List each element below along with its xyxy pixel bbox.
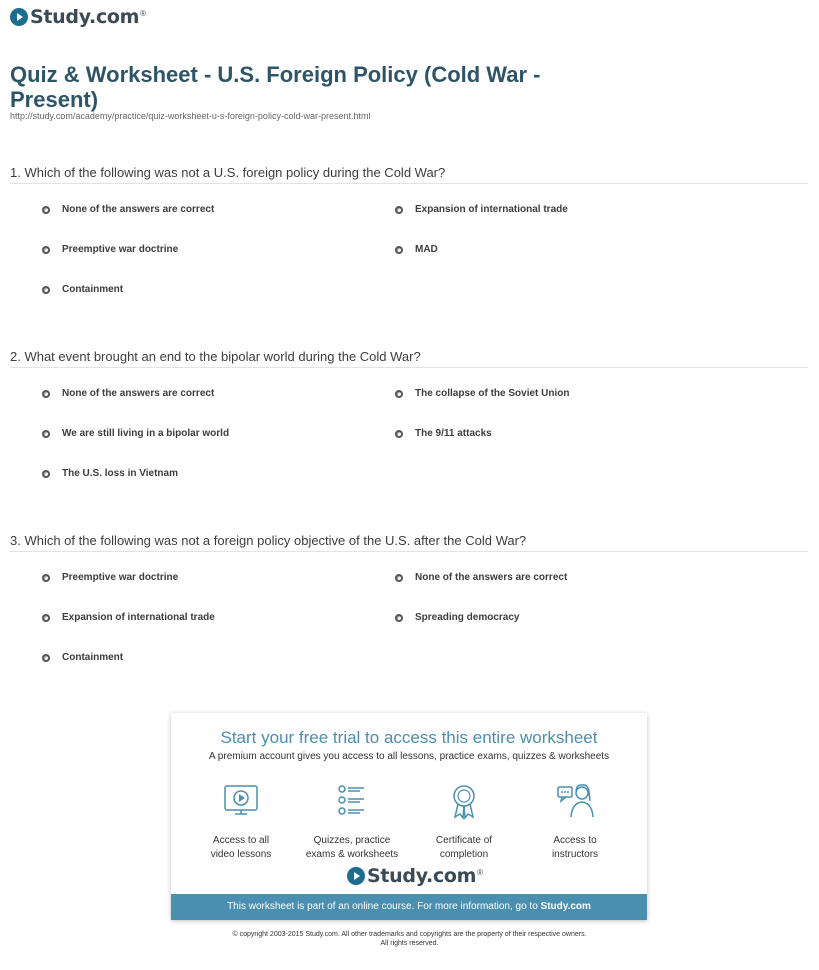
answer-label: We are still living in a bipolar world [62, 428, 230, 439]
study-logo[interactable] [10, 6, 146, 28]
answer-option[interactable] [42, 428, 229, 439]
promo-bar-text: This worksheet is part of an online course. For more information, go to [227, 901, 541, 912]
promo-subtitle: A premium account gives you access to all lessons, practice exams, quizzes & worksheets [208, 751, 610, 762]
answer-label: Preemptive war doctrine [62, 244, 179, 255]
radio-button-icon[interactable] [395, 390, 403, 398]
radio-button-icon[interactable] [42, 430, 50, 438]
question-1 [10, 165, 808, 304]
radio-button-icon[interactable] [395, 246, 403, 254]
feature-label: Quizzes, practice [313, 835, 391, 846]
answer-label: The 9/11 attacks [415, 428, 492, 439]
answer-option[interactable] [395, 388, 569, 399]
copyright-line: © copyright 2003-2015 Study.com. All other trademarks and copyrights are the property of their respective owners. [232, 931, 587, 938]
answer-label: None of the answers are correct [62, 388, 215, 399]
radio-button-icon[interactable] [395, 574, 403, 582]
logo-trademark: ® [140, 8, 147, 18]
instructor-icon [555, 781, 595, 821]
answer-label: Preemptive war doctrine [62, 572, 179, 583]
question-3 [10, 533, 808, 672]
radio-button-icon[interactable] [42, 286, 50, 294]
video-lesson-icon [221, 781, 261, 821]
answer-label: Expansion of international trade [415, 204, 568, 215]
feature-video-lessons [186, 781, 296, 862]
logo-text: Study.com [30, 6, 140, 28]
page-url: http://study.com/academy/practice/quiz-worksheet-u-s-foreign-policy-cold-war-present.html [10, 111, 371, 121]
feature-label: Access to all [212, 835, 270, 846]
study-link[interactable]: Study.com [540, 901, 591, 912]
radio-button-icon[interactable] [42, 614, 50, 622]
radio-button-icon[interactable] [42, 470, 50, 478]
feature-label: Certificate of [435, 835, 493, 846]
answer-label: Containment [62, 284, 124, 295]
answer-list [10, 368, 808, 488]
radio-button-icon[interactable] [42, 206, 50, 214]
answer-label: Spreading democracy [415, 612, 520, 623]
answer-option[interactable] [42, 468, 178, 479]
answer-option[interactable] [42, 612, 215, 623]
copyright-footer [0, 930, 819, 948]
radio-button-icon[interactable] [42, 574, 50, 582]
question-text: 1. Which of the following was not a U.S. foreign policy during the Cold War? [10, 165, 808, 184]
answer-option[interactable] [395, 612, 519, 623]
radio-button-icon[interactable] [42, 654, 50, 662]
radio-button-icon[interactable] [395, 206, 403, 214]
radio-button-icon[interactable] [395, 614, 403, 622]
answer-option[interactable] [42, 244, 178, 255]
feature-certificate [409, 781, 519, 862]
feature-label: instructors [551, 849, 599, 860]
promo-title[interactable]: Start your free trial to access this entire worksheet [220, 728, 598, 747]
answer-label: The U.S. loss in Vietnam [62, 468, 178, 479]
answer-label: None of the answers are correct [62, 204, 215, 215]
feature-label: Access to [553, 835, 597, 846]
answer-option[interactable] [395, 572, 567, 583]
answer-option[interactable] [42, 572, 178, 583]
logo-trademark: ® [477, 867, 484, 877]
answer-label: Containment [62, 652, 124, 663]
question-text: 2. What event brought an end to the bipolar world during the Cold War? [10, 349, 808, 368]
free-trial-promo [171, 713, 647, 920]
feature-label: completion [439, 849, 489, 860]
feature-quizzes [297, 781, 407, 862]
answer-option[interactable] [42, 652, 123, 663]
play-logo-icon [10, 8, 28, 26]
answer-label: MAD [415, 244, 438, 255]
study-logo-promo[interactable] [347, 865, 483, 887]
quiz-list-icon [332, 781, 372, 821]
logo-text: Study.com [367, 865, 477, 887]
answer-option[interactable] [395, 244, 438, 255]
answer-option[interactable] [395, 428, 492, 439]
answer-label: Expansion of international trade [62, 612, 215, 623]
radio-button-icon[interactable] [42, 390, 50, 398]
page-title: Quiz & Worksheet - U.S. Foreign Policy (Cold War - Present) [10, 62, 541, 112]
answer-option[interactable] [42, 284, 123, 295]
feature-instructors [520, 781, 630, 862]
rights-line: All rights reserved. [380, 940, 439, 947]
radio-button-icon[interactable] [395, 430, 403, 438]
feature-label: exams & worksheets [305, 849, 399, 860]
answer-label: The collapse of the Soviet Union [415, 388, 570, 399]
answer-option[interactable] [42, 388, 214, 399]
question-text: 3. Which of the following was not a foreign policy objective of the U.S. after the Cold War? [10, 533, 808, 552]
promo-info-bar [171, 894, 647, 920]
radio-button-icon[interactable] [42, 246, 50, 254]
answer-option[interactable] [42, 204, 214, 215]
play-logo-icon [347, 867, 365, 885]
certificate-icon [444, 781, 484, 821]
answer-list [10, 552, 808, 672]
answer-list [10, 184, 808, 304]
feature-label: video lessons [210, 849, 272, 860]
answer-option[interactable] [395, 204, 568, 215]
question-2 [10, 349, 808, 488]
answer-label: None of the answers are correct [415, 572, 568, 583]
